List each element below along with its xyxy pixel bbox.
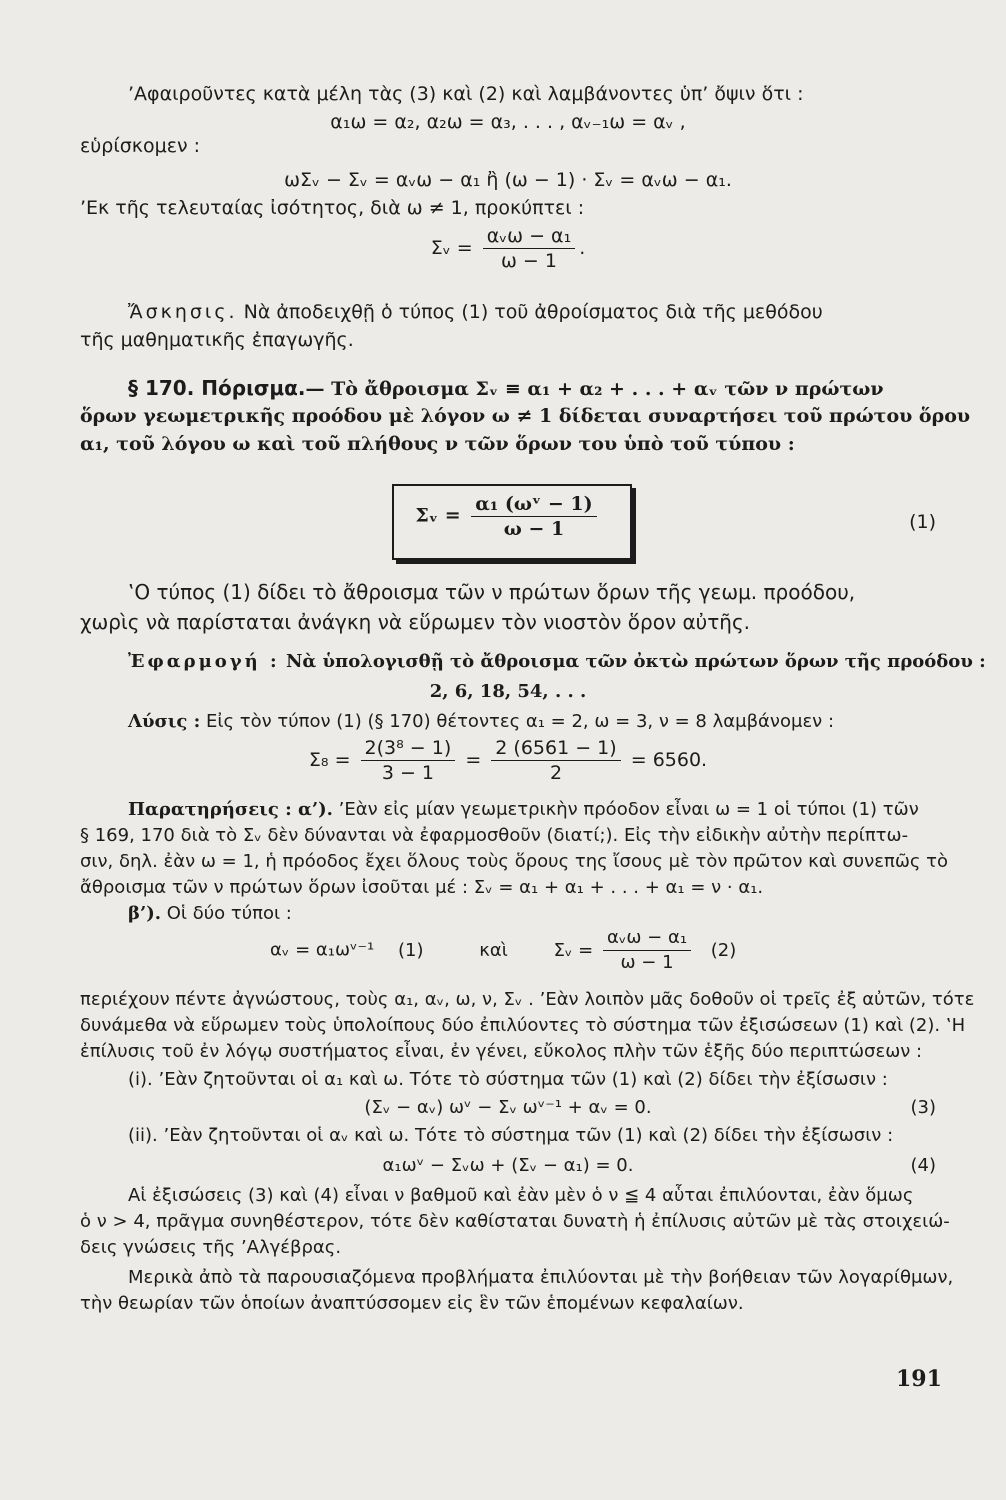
remarks-b-heading: β’). — [128, 903, 162, 924]
text-line: ἄθροισμα τῶν ν πρώτων ὅρων ἰσοῦται μέ : Σᵥ = α₁ + α₁ + . . . + α₁ = ν · α₁. — [80, 877, 764, 898]
exercise-line — [80, 300, 984, 324]
remarks-line — [80, 798, 984, 822]
formula-2-number: (2) — [710, 939, 737, 961]
text-line: εὑρίσκομεν : — [80, 135, 201, 157]
application-line — [80, 650, 984, 674]
formula-1: αᵥ = α₁ωᵛ⁻¹ — [270, 939, 375, 961]
text-line: ὅρων γεωμετρικῆς προόδου μὲ λόγον ω ≠ 1 δίδεται συναρτήσει τοῦ πρώτου ὅρου — [80, 405, 971, 427]
fraction-numerator: α₁ (ωᵛ − 1) — [471, 492, 596, 517]
text-line: ’Αφαιροῦντες κατὰ μέλη τὰς (3) καὶ (2) καὶ λαμβάνοντες ὑπ’ ὄψιν ὅτι : — [128, 83, 804, 105]
fraction-numerator: αᵥω − α₁ — [483, 224, 576, 249]
and-word: καὶ — [479, 939, 508, 961]
equation-4: α₁ωᵛ − Σᵥω + (Σᵥ − α₁) = 0. — [382, 1155, 634, 1176]
exercise-text: Νὰ ἀποδειχθῇ ὁ τύπος (1) τοῦ ἀθροίσματος διὰ τῆς μεθόδου — [237, 301, 823, 323]
text-line: ἐπίλυσις τοῦ ἐν λόγῳ συστήματος εἶναι, ἐν γένει, εὔκολος πλὴν τῶν ἑξῆς δύο περιπτώσεων : — [80, 1041, 923, 1062]
eq-result: = 6560. — [630, 749, 708, 771]
text-line: χωρὶς νὰ παρίσταται ἀνάγκη νὰ εὕρωμεν τὸν νιοστὸν ὅρον αὐτῆς. — [80, 610, 751, 634]
text-line: (ii). ’Εὰν ζητοῦνται οἱ αᵥ καὶ ω. Τότε τὸ σύστημα τῶν (1) καὶ (2) δίδει τὴν ἐξίσωσιν : — [128, 1125, 894, 1146]
text-line: σιν, δηλ. ἐὰν ω = 1, ἡ πρόοδος ἔχει ὅλους τοὺς ὅρους της ἴσους μὲ τὸν πρῶτον καὶ συνεπῶς τὸ — [80, 851, 949, 872]
text-line: α₁, τοῦ λόγου ω καὶ τοῦ πλήθους ν τῶν ὅρων του ὑπὸ τοῦ τύπου : — [80, 433, 795, 455]
text-line: ’Εκ τῆς τελευταίας ἰσότητος, διὰ ω ≠ 1, προκύπτει : — [80, 197, 585, 219]
text-line: δυνάμεθα νὰ εὕρωμεν τοὺς ὑπολοίπους δύο ἐπιλύοντες τὸ σύστημα τῶν ἐξισώσεων (1) καὶ (2). ‛Η — [80, 1015, 966, 1036]
fraction — [603, 926, 691, 975]
solution-line — [80, 710, 984, 734]
solution-equation — [80, 736, 936, 792]
equation-sum-relation: ωΣᵥ − Σᵥ = αᵥω − α₁ ἢ (ω − 1) · Σᵥ = αᵥω − α₁. — [284, 169, 732, 191]
exercise-heading: Ἄσκησις. — [128, 301, 238, 323]
equation-4-number: (4) — [910, 1155, 936, 1176]
text-line: Αἱ ἐξισώσεις (3) καὶ (4) εἶναι ν βαθμοῦ καὶ ἐὰν μὲν ὁ ν ≦ 4 αὗται ἐπιλύονται, ἐὰν ὅμως — [128, 1185, 914, 1206]
fraction-numerator: 2(3⁸ − 1) — [361, 736, 456, 761]
equation-number: (1) — [909, 511, 936, 533]
fraction-numerator: αᵥω − α₁ — [603, 926, 691, 951]
fraction-denominator: ω − 1 — [500, 250, 557, 272]
solution-heading: Λύσις : — [128, 711, 201, 732]
text-line: δεις γνώσεις τῆς ’Αλγέβρας. — [80, 1237, 342, 1258]
equation-3-number: (3) — [910, 1097, 936, 1118]
text-line: τὴν θεωρίαν τῶν ὁποίων ἀναπτύσσομεν εἰς ἓν τῶν ἑπομένων κεφαλαίων. — [80, 1293, 744, 1314]
remarks-b-text: Οἱ δύο τύποι : — [161, 903, 292, 924]
fraction — [491, 736, 620, 785]
text-line: (i). ’Εὰν ζητοῦνται οἱ α₁ καὶ ω. Τότε τὸ σύστημα τῶν (1) καὶ (2) δίδει τὴν ἐξίσωσιν : — [128, 1069, 888, 1090]
fraction-numerator: 2 (6561 − 1) — [491, 736, 620, 761]
fraction-denominator: 3 − 1 — [381, 762, 434, 784]
formula-1-number: (1) — [398, 939, 424, 961]
page-number: 191 — [896, 1366, 942, 1392]
fraction-denominator: ω − 1 — [620, 952, 674, 973]
text-line: ‛Ο τύπος (1) δίδει τὸ ἄθροισμα τῶν ν πρώτων ὅρων τῆς γεωμ. προόδου, — [128, 580, 856, 604]
text-line: περιέχουν πέντε ἀγνώστους, τοὺς α₁, αᵥ, ω, ν, Σᵥ . ’Εὰν λοιπὸν μᾶς δοθοῦν οἱ τρεῖς ἐξ αὐτῶν, τότε — [80, 989, 975, 1010]
section-text: — Τὸ ἄθροισμα Σᵥ ≡ α₁ + α₂ + . . . + αᵥ τῶν ν πρώτων — [305, 378, 884, 400]
box-lhs: Σᵥ = — [415, 504, 461, 527]
eq-tail: . — [579, 237, 586, 259]
section-heading: § 170. Πόρισμα. — [128, 376, 306, 400]
equation-ratios: α₁ω = α₂, α₂ω = α₃, . . . , αᵥ₋₁ω = αᵥ , — [330, 111, 686, 133]
text-line: § 169, 170 διὰ τὸ Σᵥ δὲν δύνανται νὰ ἐφαρμοσθοῦν (διατί;). Εἰς τὴν εἰδικὴν αὐτὴν περίπτω- — [80, 825, 909, 846]
text-line: τῆς μαθηματικῆς ἐπαγωγῆς. — [80, 329, 354, 351]
application-text: Νὰ ὑπολογισθῇ τὸ ἄθροισμα τῶν ὀκτὼ πρώτων ὅρων τῆς προόδου : — [279, 651, 986, 672]
fraction — [361, 736, 456, 785]
solution-text: Εἰς τὸν τύπον (1) (§ 170) θέτοντες α₁ = 2, ω = 3, ν = 8 λαμβάνομεν : — [200, 711, 835, 732]
fraction-denominator: 2 — [549, 762, 563, 784]
eq-equals: = — [465, 749, 482, 771]
remarks-text: ’Εὰν εἰς μίαν γεωμετρικὴν πρόοδον εἶναι ω = 1 οἱ τύποι (1) τῶν — [332, 799, 919, 820]
formula-2-lhs: Σᵥ = — [553, 939, 594, 961]
remarks-b-line — [80, 902, 984, 926]
fraction-denominator: ω − 1 — [503, 518, 565, 540]
equation-3: (Σᵥ − αᵥ) ωᵛ − Σᵥ ωᵛ⁻¹ + αᵥ = 0. — [364, 1097, 652, 1118]
fraction — [483, 224, 576, 273]
sequence: 2, 6, 18, 54, . . . — [429, 681, 587, 702]
equation-sum-formula — [80, 224, 936, 276]
application-heading: Ἐφαρμογή : — [128, 651, 280, 672]
eq-lhs: Σᵥ = — [430, 237, 473, 259]
text-line: Μερικὰ ἀπὸ τὰ παρουσιαζόμενα προβλήματα ἐπιλύονται μὲ τὴν βοήθειαν τῶν λογαρίθμων, — [128, 1267, 954, 1288]
two-formulas — [80, 926, 1006, 982]
remarks-heading: Παρατηρήσεις : α’). — [128, 799, 333, 820]
eq-lhs: Σ₈ = — [308, 749, 351, 771]
text-line: ὁ ν > 4, πρᾶγμα συνηθέστερον, τότε δὲν καθίσταται δυνατὴ ἡ ἐπίλυσις αὐτῶν μὲ τὰς στοιχειώ- — [80, 1211, 950, 1232]
section-170-line — [80, 376, 984, 401]
